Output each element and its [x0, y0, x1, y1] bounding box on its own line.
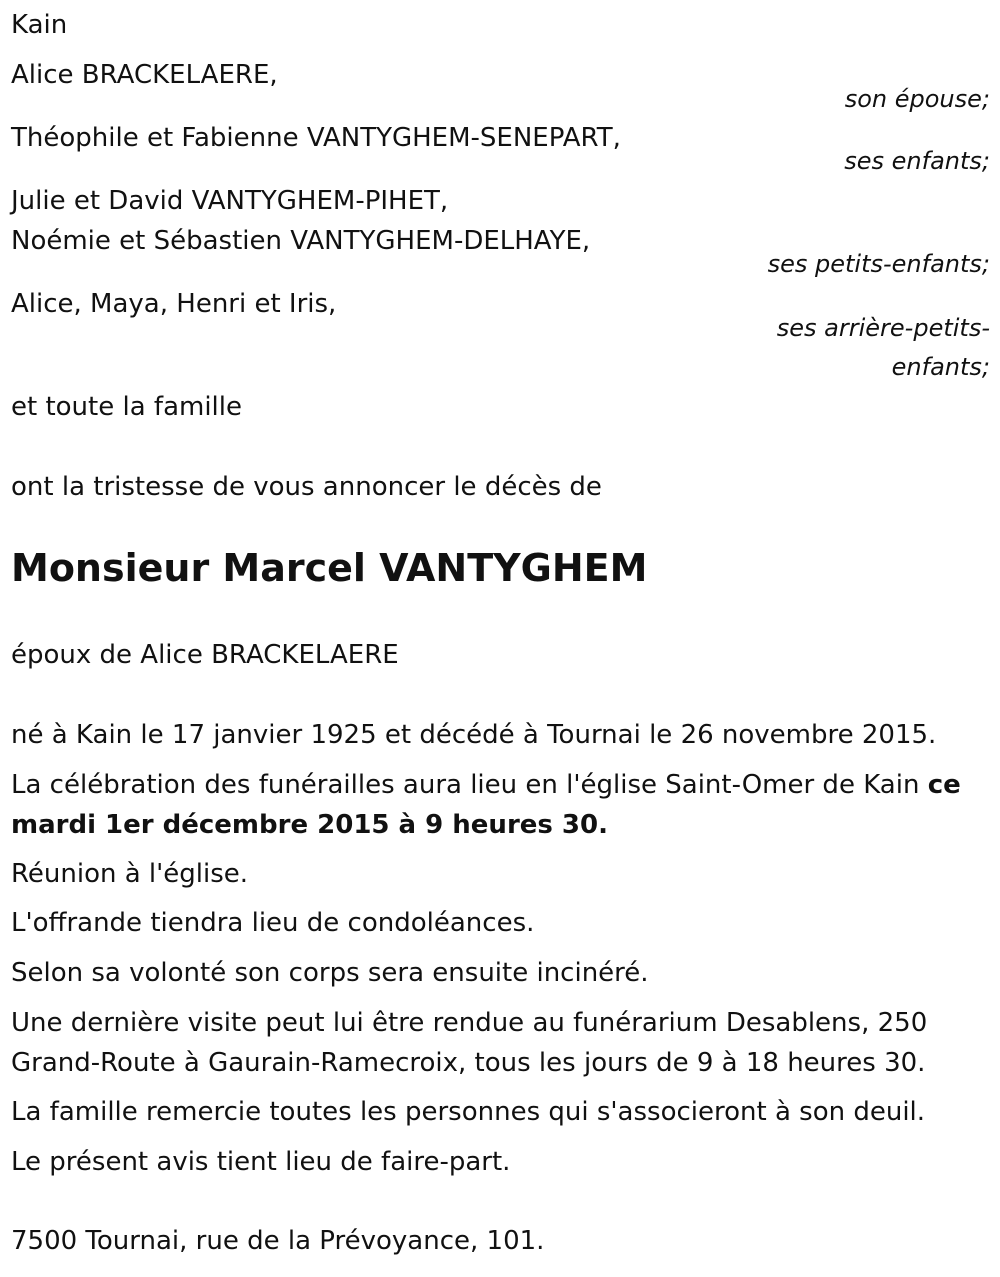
family-name-spouse: Alice BRACKELAERE,: [11, 60, 278, 90]
deceased-name: Monsieur Marcel VANTYGHEM: [11, 546, 648, 590]
rest-of-family: et toute la famille: [11, 392, 242, 422]
spouse-line: époux de Alice BRACKELAERE: [11, 640, 399, 670]
location: Kain: [11, 10, 68, 40]
role-spouse: son épouse;: [844, 85, 990, 113]
funeral-date: ce mardi 1er décembre 2015 à 9 heures 30.: [11, 770, 961, 840]
cremation: Selon sa volonté son corps sera ensuite incinéré.: [11, 958, 649, 988]
birth-death: né à Kain le 17 janvier 1925 et décédé à Tournai le 26 novembre 2015.: [11, 720, 937, 750]
notice: Le présent avis tient lieu de faire-part.: [11, 1147, 511, 1177]
family-name-grandchild-2: Noémie et Sébastien VANTYGHEM-DELHAYE,: [11, 226, 591, 256]
role-children: ses enfants;: [844, 147, 990, 175]
funeral-text: La célébration des funérailles aura lieu en l'église Saint-Omer de Kain: [11, 770, 928, 800]
role-great-grandchildren-line-2: enfants;: [891, 353, 990, 381]
meeting: Réunion à l'église.: [11, 859, 249, 889]
announcement: ont la tristesse de vous annoncer le décès de: [11, 472, 602, 502]
funeral-paragraph: [11, 765, 986, 845]
family-name-children: Théophile et Fabienne VANTYGHEM-SENEPART,: [11, 123, 621, 153]
offering: L'offrande tiendra lieu de condoléances.: [11, 908, 535, 938]
role-grandchildren: ses petits-enfants;: [767, 250, 990, 278]
family-name-great-grandchildren: Alice, Maya, Henri et Iris,: [11, 289, 337, 319]
address: 7500 Tournai, rue de la Prévoyance, 101.: [11, 1226, 545, 1256]
visit-paragraph: Une dernière visite peut lui être rendue au funérarium Desablens, 250 Grand-Route à Gaurain-Ramecroix, tous les jours de 9 à 18 heures 30.: [11, 1008, 928, 1078]
thanks: La famille remercie toutes les personnes qui s'associeront à son deuil.: [11, 1097, 926, 1127]
family-name-grandchild-1: Julie et David VANTYGHEM-PIHET,: [11, 186, 449, 216]
role-great-grandchildren-line-1: ses arrière-petits-: [776, 314, 990, 342]
